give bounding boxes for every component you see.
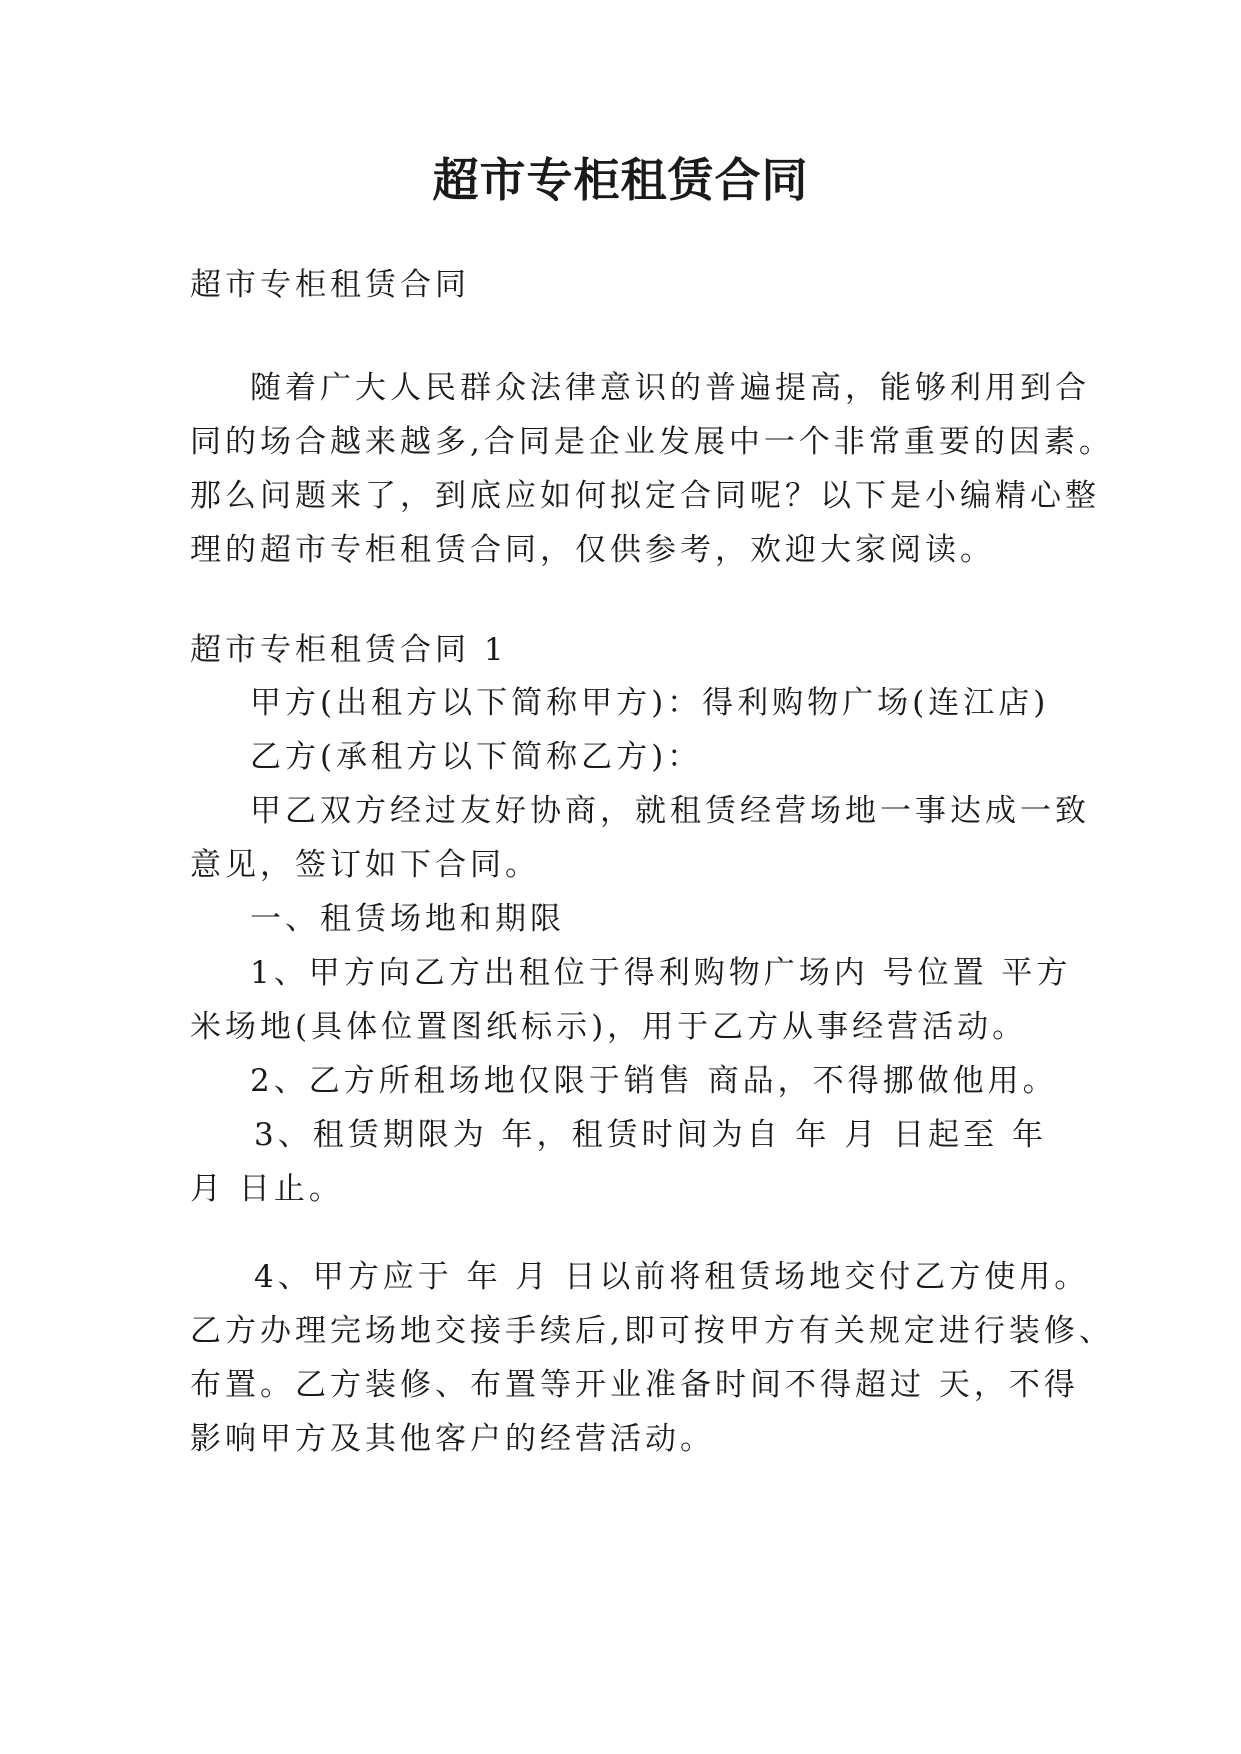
agreement-line-1: 甲乙双方经过友好协商，就租赁经营场地一事达成一致 <box>250 793 1090 829</box>
clause-4-line-2: 乙方办理完场地交接手续后,即可按甲方有关规定进行装修、 <box>190 1313 1114 1349</box>
section-1-heading: 一、租赁场地和期限 <box>250 901 565 937</box>
intro-line-3: 那么问题来了，到底应如何拟定合同呢？以下是小编精心整 <box>190 478 1100 514</box>
clause-4-line-3: 布置。乙方装修、布置等开业准备时间不得超过 天，不得 <box>190 1367 1079 1403</box>
clause-3-line-2: 月 日止。 <box>190 1171 344 1207</box>
clause-2-line-1: 2、乙方所租场地仅限于销售 商品，不得挪做他用。 <box>250 1063 1058 1099</box>
document-title: 超市专柜租赁合同 <box>432 153 809 207</box>
intro-line-2: 同的场合越来越多,合同是企业发展中一个非常重要的因素。 <box>190 424 1114 460</box>
clause-3-line-1: 3、租赁期限为 年，租赁时间为自 年 月 日起至 年 <box>254 1117 1047 1153</box>
clause-1-line-1: 1、甲方向乙方出租位于得利购物广场内 号位置 平方 <box>250 955 1072 991</box>
agreement-line-2: 意见，签订如下合同。 <box>190 847 540 883</box>
party-b: 乙方(承租方以下简称乙方)： <box>250 739 703 775</box>
intro-line-1: 随着广大人民群众法律意识的普遍提高，能够利用到合 <box>250 370 1090 406</box>
document-subtitle: 超市专柜租赁合同 <box>190 267 470 303</box>
intro-line-4: 理的超市专柜租赁合同，仅供参考，欢迎大家阅读。 <box>190 532 995 568</box>
clause-4-line-4: 影响甲方及其他客户的经营活动。 <box>190 1421 715 1457</box>
clause-4-line-1: 4、甲方应于 年 月 日以前将租赁场地交付乙方使用。 <box>254 1259 1090 1295</box>
clause-1-line-2: 米场地(具体位置图纸标示)，用于乙方从事经营活动。 <box>190 1009 1028 1045</box>
party-a: 甲方(出租方以下简称甲方)：得利购物广场(连江店) <box>250 685 1050 721</box>
contract-heading: 超市专柜租赁合同 1 <box>190 632 508 668</box>
